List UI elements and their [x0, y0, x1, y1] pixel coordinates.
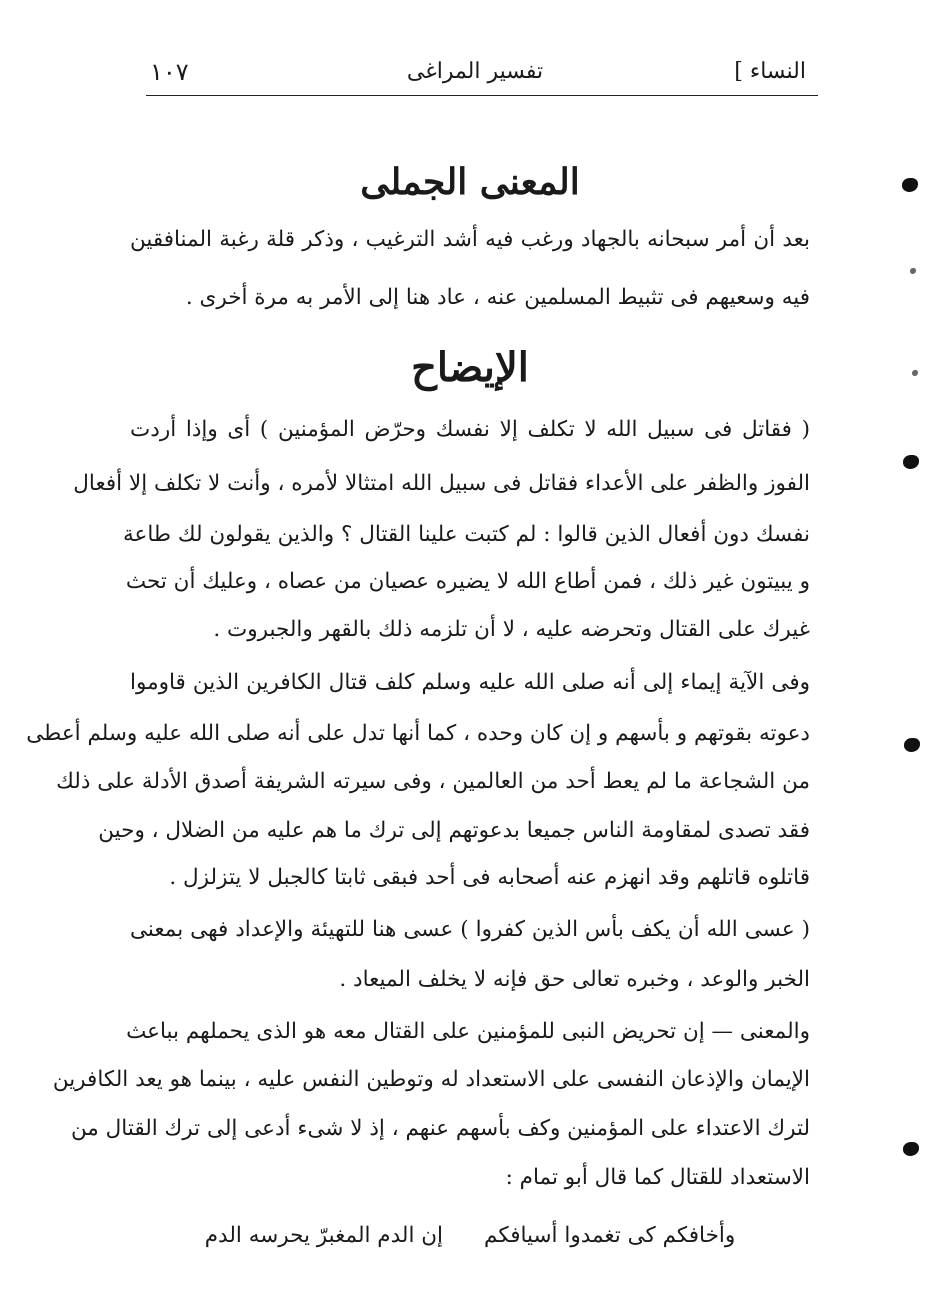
running-header-book-title: تفسير المراغى — [406, 59, 544, 84]
text-line: دعوته بقوتهم و بأسهم و إن كان وحده ، كما أنها تدل على أنه صلى الله عليه وسلم أعطى — [26, 721, 810, 746]
margin-mark — [903, 455, 919, 469]
text-line: ( فقاتل فى سبيل الله لا تكلف إلا نفسك وحرّض المؤمنين ) أى وإذا أردت — [130, 417, 810, 442]
text-line: قاتلوه قاتلهم وقد انهزم عنه أصحابه فى أحد فبقى ثابتا كالجبل لا يتزلزل . — [169, 865, 810, 890]
margin-mark — [902, 178, 918, 192]
section-heading-explanation: الإيضاح — [411, 344, 529, 391]
text-line: بعد أن أمر سبحانه بالجهاد ورغب فيه أشد الترغيب ، وذكر قلة رغبة المنافقين — [130, 227, 810, 252]
text-line: وفى الآية إيماء إلى أنه صلى الله عليه وسلم كلف قتال الكافرين الذين قاوموا — [130, 670, 810, 695]
text-line: ( عسى الله أن يكف بأس الذين كفروا ) عسى هنا للتهيئة والإعداد فهى بمعنى — [130, 917, 810, 942]
text-line: و يبيتون غير ذلك ، فمن أطاع الله لا يضيره عصيان من عصاه ، وعليك أن تحث — [125, 569, 810, 594]
margin-mark — [912, 370, 918, 376]
running-header-chapter: النساء ] — [734, 59, 806, 84]
text-line: فيه وسعيهم فى تثبيط المسلمين عنه ، عاد هنا إلى الأمر به مرة أخرى . — [185, 285, 810, 310]
text-line: والمعنى — إن تحريض النبى للمؤمنين على القتال معه هو الذى يحملهم بباعث — [126, 1019, 810, 1044]
text-line: لترك الاعتداء على المؤمنين وكف بأسهم عنهم ، إذ لا شىء أدعى إلى ترك القتال من — [70, 1116, 810, 1141]
text-line: الخبر والوعد ، وخبره تعالى حق فإنه لا يخلف الميعاد . — [339, 967, 810, 992]
text-line: الاستعداد للقتال كما قال أبو تمام : — [505, 1165, 810, 1190]
text-line: من الشجاعة ما لم يعط أحد من العالمين ، وفى سيرته الشريفة أصدق الأدلة على ذلك — [56, 769, 810, 794]
margin-mark — [904, 738, 920, 752]
section-heading-summary: المعنى الجملى — [360, 161, 580, 203]
text-line: غيرك على القتال وتحرضه عليه ، لا أن تلزمه ذلك بالقهر والجبروت . — [213, 617, 810, 642]
margin-mark — [910, 268, 916, 274]
margin-mark — [903, 1142, 919, 1156]
text-line: نفسك دون أفعال الذين قالوا : لم كتبت علينا القتال ؟ والذين يقولون لك طاعة — [122, 522, 810, 547]
poetry-verse: وأخافكم كى تغمدوا أسيافكم إن الدم المغبرّ يحرسه الدم — [204, 1223, 736, 1248]
page-number: ١٠٧ — [150, 58, 189, 86]
header-rule — [146, 95, 818, 96]
text-line: الإيمان والإذعان النفسى على الاستعداد له وتوطين النفس عليه ، بينما هو يعد الكافرين — [52, 1067, 810, 1092]
text-line: فقد تصدى لمقاومة الناس جميعا بدعوتهم إلى ترك ما هم عليه من الضلال ، وحين — [98, 818, 810, 843]
text-line: الفوز والظفر على الأعداء فقاتل فى سبيل الله امتثالا لأمره ، وأنت لا تكلف إلا أفعال — [73, 471, 810, 496]
